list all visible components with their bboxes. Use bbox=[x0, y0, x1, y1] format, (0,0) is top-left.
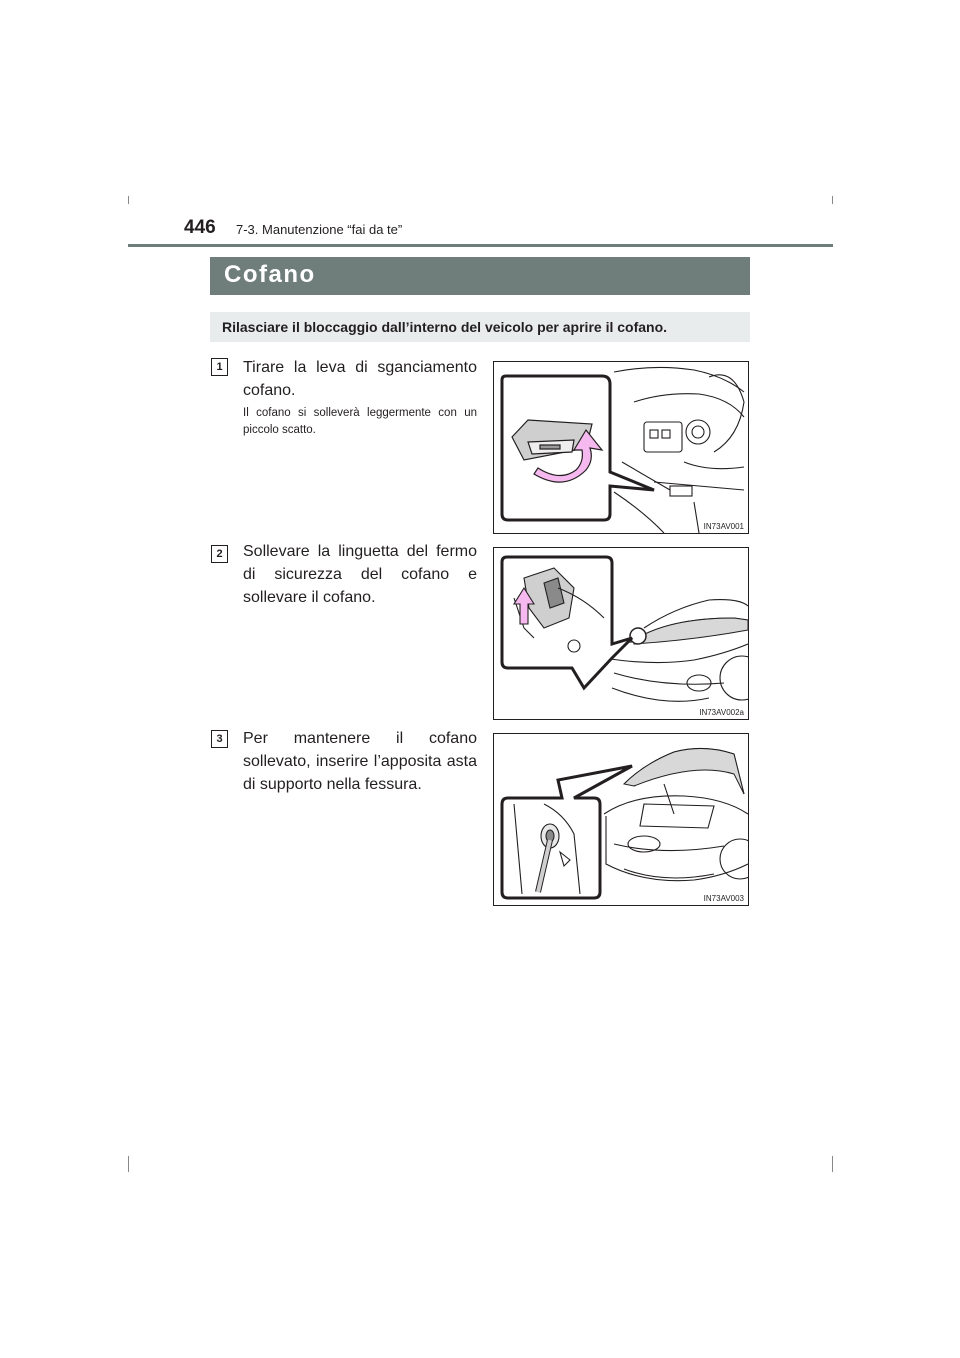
figure-code-2: IN73AV002a bbox=[699, 708, 744, 717]
hood-release-illustration bbox=[494, 362, 748, 533]
step-2-text: Sollevare la linguetta del fermo di sicurezza del cofano e sollevare il cofano. bbox=[243, 543, 477, 606]
page-number: 446 bbox=[184, 217, 216, 238]
crop-mark bbox=[832, 196, 833, 204]
step-1-text: Tirare la leva di sganciamento cofano. bbox=[243, 359, 477, 399]
crop-mark bbox=[832, 1156, 833, 1172]
figure-safety-catch bbox=[493, 547, 749, 720]
step-number-3: 3 bbox=[211, 730, 228, 748]
support-rod-illustration bbox=[494, 734, 748, 905]
figure-code-3: IN73AV003 bbox=[703, 894, 744, 903]
crop-mark bbox=[128, 1156, 129, 1172]
figure-hood-release-lever bbox=[493, 361, 749, 534]
step-number-2: 2 bbox=[211, 545, 228, 563]
intro-band bbox=[210, 312, 750, 342]
figure-code-1: IN73AV001 bbox=[703, 522, 744, 531]
safety-catch-illustration bbox=[494, 548, 748, 719]
crop-mark bbox=[128, 196, 129, 204]
figure-support-rod bbox=[493, 733, 749, 906]
page-title: Cofano bbox=[224, 261, 316, 288]
intro-text: Rilasciare il bloccaggio dall’interno del veicolo per aprire il cofano. bbox=[222, 319, 668, 335]
section-title: 7-3. Manutenzione “fai da te” bbox=[236, 222, 403, 237]
step-1-note: Il cofano si solleverà leggermente con un piccolo scatto. bbox=[243, 407, 477, 436]
step-number-1: 1 bbox=[211, 358, 228, 376]
step-3-text: Per mantenere il cofano sollevato, inserire l’apposita asta di supporto nella fessura. bbox=[243, 730, 477, 793]
title-band bbox=[210, 257, 750, 295]
header-rule bbox=[128, 244, 833, 247]
